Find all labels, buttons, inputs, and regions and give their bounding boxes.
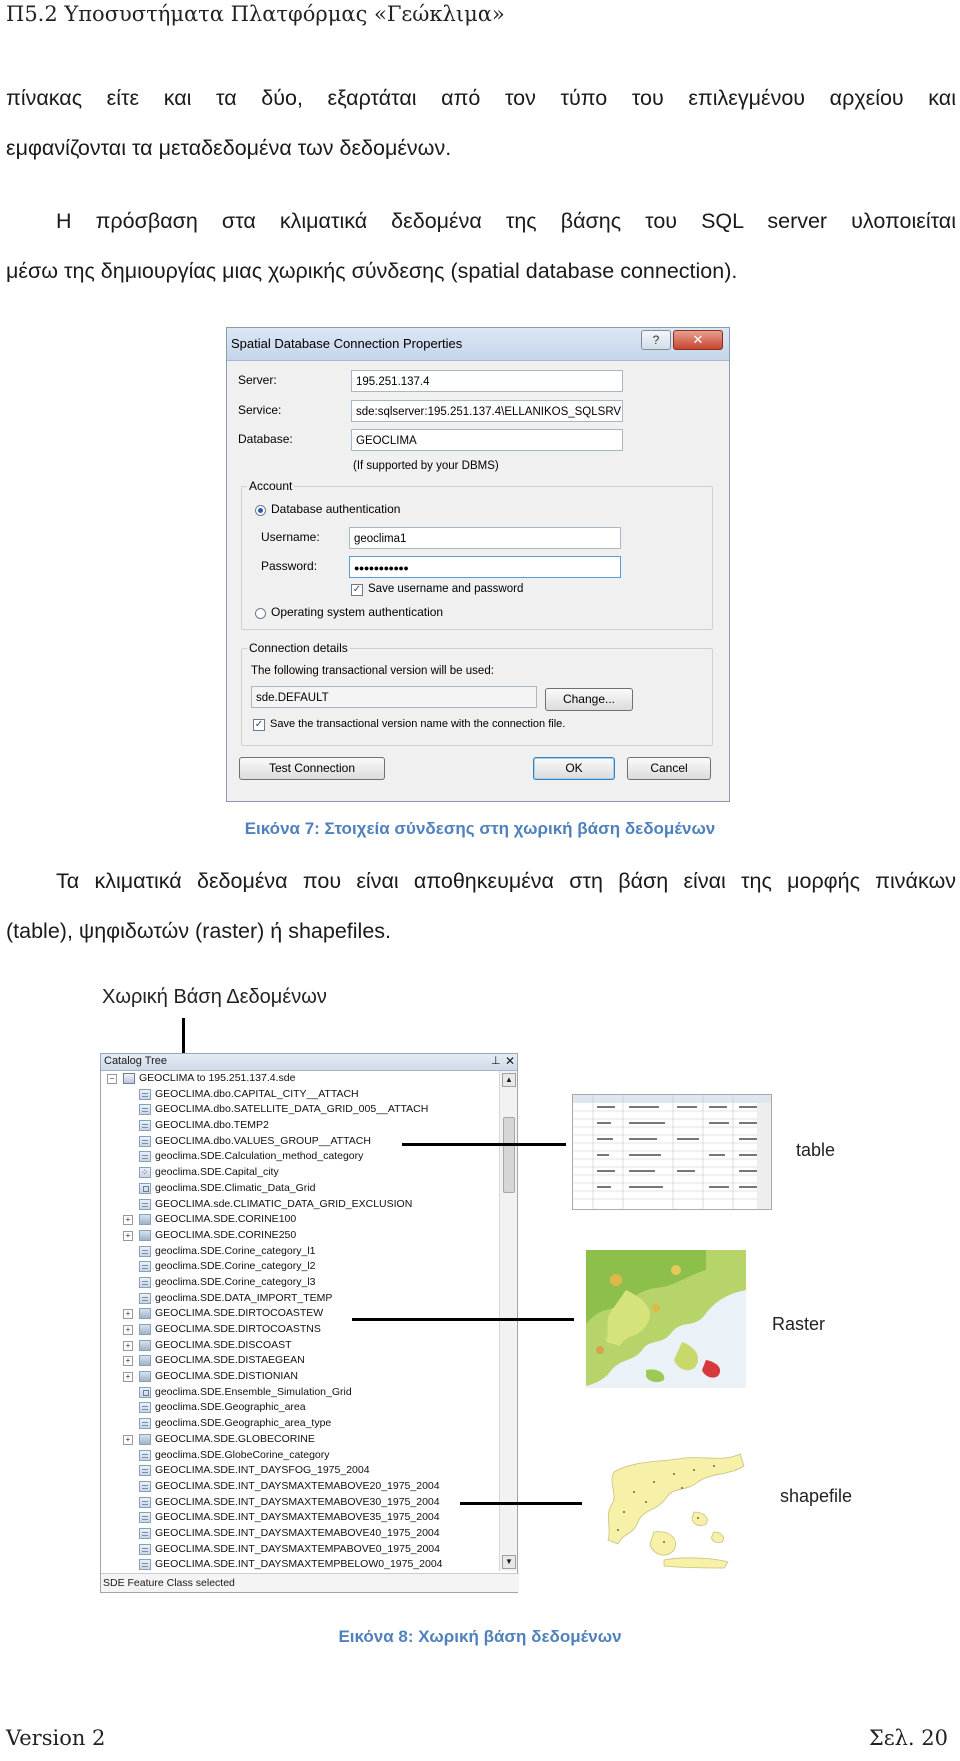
tree-item[interactable] <box>101 1495 499 1511</box>
scroll-up-icon[interactable]: ▲ <box>502 1073 516 1087</box>
tree-item-label: GEOCLIMA.SDE.DIRTOCOASTEW <box>155 1307 324 1320</box>
footer-page-number: Σελ. 20 <box>868 1726 948 1750</box>
tree-item[interactable] <box>101 1432 499 1448</box>
table-icon <box>139 1136 151 1147</box>
tree-item-label: GEOCLIMA.SDE.INT_DAYSMAXTEMPBELOW0_1975_2004 <box>155 1558 443 1571</box>
db-auth-radio[interactable] <box>255 505 266 516</box>
table-icon <box>139 1528 151 1539</box>
fc-icon <box>139 1387 151 1398</box>
table-icon <box>139 1151 151 1162</box>
tree-item[interactable] <box>101 1479 499 1495</box>
tree-item[interactable] <box>101 1071 499 1087</box>
catalog-scrollbar[interactable] <box>499 1071 517 1571</box>
tree-item-label: GEOCLIMA.SDE.DISCOAST <box>155 1338 292 1351</box>
table-icon <box>139 1465 151 1476</box>
tree-item[interactable] <box>101 1165 499 1181</box>
raster-icon <box>139 1308 151 1319</box>
tree-item-label: GEOCLIMA.SDE.CORINE100 <box>155 1213 297 1226</box>
tree-item[interactable] <box>101 1134 499 1150</box>
tree-item[interactable] <box>101 1510 499 1526</box>
table-thumbnail <box>572 1094 772 1210</box>
tree-item-label: GEOCLIMA to 195.251.137.4.sde <box>139 1072 296 1084</box>
save-credentials-checkbox[interactable]: ✓ <box>352 584 362 595</box>
account-group-label: Account <box>249 479 293 493</box>
raster-icon <box>139 1324 151 1335</box>
paragraph-1-line-2: εμφανίζονται τα μεταδεδομένα των δεδομένων. <box>6 136 452 160</box>
tree-item-label: GEOCLIMA.SDE.DISTAEGEAN <box>155 1354 305 1367</box>
expand-icon[interactable]: + <box>123 1231 133 1241</box>
tree-item[interactable] <box>101 1463 499 1479</box>
scroll-down-icon[interactable]: ▼ <box>502 1555 516 1569</box>
tree-item-label: GEOCLIMA.SDE.DIRTOCOASTNS <box>155 1323 321 1335</box>
raster-label: Raster <box>772 1314 826 1334</box>
db-auth-label: Database authentication <box>271 502 401 516</box>
table-icon <box>139 1120 151 1131</box>
save-credentials-label: Save username and password <box>368 583 524 595</box>
table-icon <box>139 1544 151 1555</box>
tree-item-label: geoclima.SDE.Corine_category_l3 <box>155 1275 316 1288</box>
tree-item-label: geoclima.SDE.Capital_city <box>155 1166 279 1179</box>
tree-item[interactable] <box>101 1526 499 1542</box>
table-icon <box>139 1512 151 1523</box>
tree-item-label: geoclima.SDE.Ensemble_Simulation_Grid <box>155 1385 352 1398</box>
table-label: table <box>796 1140 836 1160</box>
change-button[interactable]: Change... <box>545 688 633 711</box>
catalog-tree-panel <box>100 1053 518 1593</box>
tree-item[interactable] <box>101 1338 499 1354</box>
scroll-thumb[interactable] <box>503 1117 515 1193</box>
tree-item[interactable] <box>101 1212 499 1228</box>
tree-item[interactable] <box>101 1228 499 1244</box>
catalog-tree[interactable] <box>101 1071 499 1571</box>
table-icon <box>139 1277 151 1288</box>
raster-leader-line <box>352 1318 574 1321</box>
version-hint: The following transactional version will be used: <box>251 665 494 677</box>
tree-item[interactable] <box>101 1400 499 1416</box>
paragraph-3-line-2: (table), ψηφιδωτών (raster) ή shapefiles. <box>6 919 392 943</box>
username-label: Username: <box>261 530 320 544</box>
figure-8-heading: Χωρική Βάση Δεδομένων <box>102 986 327 1008</box>
tree-item-label: GEOCLIMA.dbo.CAPITAL_CITY__ATTACH <box>155 1087 359 1100</box>
tree-item-label: GEOCLIMA.dbo.SATELLITE_DATA_GRID_005__ATTACH <box>155 1103 429 1116</box>
dialog-title: Spatial Database Connection Properties <box>231 336 463 351</box>
raster-icon <box>139 1214 151 1225</box>
tree-item-label: geoclima.SDE.Corine_category_l1 <box>155 1244 316 1257</box>
table-leader-line <box>402 1143 566 1146</box>
spatial-connection-dialog <box>226 327 730 802</box>
tree-item[interactable] <box>101 1369 499 1385</box>
table-icon <box>139 1402 151 1413</box>
table-icon <box>139 1261 151 1272</box>
catalog-status-bar: SDE Feature Class selected <box>101 1573 519 1592</box>
ok-button[interactable]: OK <box>533 757 615 780</box>
os-auth-radio[interactable] <box>255 608 266 619</box>
service-field[interactable]: sde:sqlserver:195.251.137.4\ELLANIKOS_SQLSRV <box>351 400 623 422</box>
shapefile-leader-line <box>460 1502 582 1505</box>
tree-item[interactable] <box>101 1291 499 1307</box>
tree-item-label: GEOCLIMA.dbo.TEMP2 <box>155 1119 269 1132</box>
tree-item-label: GEOCLIMA.sde.CLIMATIC_DATA_GRID_EXCLUSION <box>155 1197 413 1210</box>
paragraph-2-line-2: μέσω της δημιουργίας μιας χωρικής σύνδεσης (spatial database connection). <box>6 259 738 283</box>
figure-8-caption: Εικόνα 8: Χωρική βάση δεδομένων <box>338 1627 622 1646</box>
raster-icon <box>139 1340 151 1351</box>
collapse-icon[interactable]: − <box>107 1074 117 1084</box>
table-icon <box>139 1559 151 1570</box>
tree-item-label: GEOCLIMA.SDE.INT_DAYSFOG_1975_2004 <box>155 1464 370 1477</box>
os-auth-label: Operating system authentication <box>271 605 444 619</box>
tree-item[interactable] <box>101 1181 499 1197</box>
server-field[interactable]: 195.251.137.4 <box>351 370 623 392</box>
table-icon <box>139 1418 151 1429</box>
tree-item[interactable] <box>101 1385 499 1401</box>
tree-item[interactable] <box>101 1197 499 1213</box>
raster-map-graphic <box>586 1250 746 1388</box>
tree-item[interactable] <box>101 1542 499 1558</box>
table-icon <box>139 1497 151 1508</box>
catalog-header <box>101 1054 517 1071</box>
database-hint: (If supported by your DBMS) <box>353 460 499 472</box>
tree-item[interactable] <box>101 1149 499 1165</box>
server-label: Server: <box>238 373 277 387</box>
expand-icon[interactable]: + <box>123 1356 133 1366</box>
tree-item-label: geoclima.SDE.Geographic_area <box>155 1401 306 1414</box>
expand-icon[interactable]: + <box>123 1309 133 1319</box>
raster-thumbnail <box>586 1250 746 1388</box>
table-icon <box>139 1293 151 1304</box>
tree-item[interactable] <box>101 1557 499 1571</box>
tree-item[interactable] <box>101 1259 499 1275</box>
tree-item[interactable] <box>101 1322 499 1338</box>
shapefile-map-graphic <box>594 1452 754 1570</box>
raster-icon <box>139 1230 151 1241</box>
tree-item-label: GEOCLIMA.SDE.DISTIONIAN <box>155 1370 298 1383</box>
expand-icon[interactable]: + <box>123 1372 133 1382</box>
cancel-button[interactable]: Cancel <box>627 757 711 780</box>
close-button[interactable]: ✕ <box>673 330 723 350</box>
fc-icon <box>139 1183 151 1194</box>
table-icon <box>139 1089 151 1100</box>
tree-item-label: geoclima.SDE.Geographic_area_type <box>155 1417 332 1430</box>
password-label: Password: <box>261 559 318 573</box>
document-header: Π5.2 Υποσυστήματα Πλατφόρμας «Γεώκλιμα» <box>6 2 505 26</box>
tree-item-label: geoclima.SDE.DATA_IMPORT_TEMP <box>155 1291 333 1304</box>
tree-item-label: GEOCLIMA.dbo.VALUES_GROUP__ATTACH <box>155 1134 371 1147</box>
table-icon <box>139 1199 151 1210</box>
paragraph-3-line-1: Τα κλιματικά δεδομένα που είναι αποθηκευμένα στη βάση είναι της μορφής πινάκων <box>56 869 956 893</box>
expand-icon[interactable]: + <box>123 1341 133 1351</box>
version-field: sde.DEFAULT <box>251 686 537 708</box>
dialog-titlebar <box>227 328 729 361</box>
tree-item-label: GEOCLIMA.SDE.GLOBECORINE <box>155 1432 315 1445</box>
tree-item[interactable] <box>101 1087 499 1103</box>
test-connection-button[interactable]: Test Connection <box>239 757 385 780</box>
panel-close-icon[interactable]: ✕ <box>505 1054 516 1068</box>
paragraph-1-line-1: πίνακας είτε και τα δύο, εξαρτάται από τον τύπο του επιλεγμένου αρχείου και <box>6 86 956 110</box>
tree-item-label: GEOCLIMA.SDE.INT_DAYSMAXTEMPABOVE0_1975_2004 <box>155 1542 440 1555</box>
tree-item-label: GEOCLIMA.SDE.INT_DAYSMAXTEMABOVE20_1975_2004 <box>155 1479 440 1492</box>
tree-item[interactable] <box>101 1275 499 1291</box>
table-icon <box>139 1104 151 1115</box>
raster-icon <box>139 1371 151 1382</box>
tree-item[interactable] <box>101 1416 499 1432</box>
paragraph-2-line-1: Η πρόσβαση στα κλιματικά δεδομένα της βάσης του SQL server υλοποιείται <box>56 209 956 233</box>
table-thumbnail-graphic <box>573 1095 771 1209</box>
expand-icon[interactable]: + <box>123 1325 133 1335</box>
tree-item-label: GEOCLIMA.SDE.INT_DAYSMAXTEMABOVE40_1975_2004 <box>155 1526 440 1539</box>
save-version-label: Save the transactional version name with the connection file. <box>270 718 566 730</box>
expand-icon[interactable]: + <box>123 1435 133 1445</box>
tree-item-label: GEOCLIMA.SDE.CORINE250 <box>155 1228 297 1241</box>
help-button[interactable]: ? <box>641 330 671 350</box>
service-label: Service: <box>238 403 282 417</box>
shapefile-label: shapefile <box>780 1486 853 1506</box>
username-field[interactable]: geoclima1 <box>349 527 621 549</box>
raster-icon <box>139 1434 151 1445</box>
table-icon <box>139 1246 151 1257</box>
tree-item[interactable] <box>101 1353 499 1369</box>
table-icon <box>139 1450 151 1461</box>
root-icon <box>123 1073 135 1084</box>
database-field[interactable]: GEOCLIMA <box>351 429 623 451</box>
shapefile-thumbnail <box>594 1452 754 1570</box>
tree-item-label: GEOCLIMA.SDE.INT_DAYSMAXTEMABOVE30_1975_2004 <box>155 1495 440 1508</box>
tree-item-label: GEOCLIMA.SDE.INT_DAYSMAXTEMABOVE35_1975_2004 <box>155 1511 440 1524</box>
database-label: Database: <box>238 432 293 446</box>
catalog-title: Catalog Tree <box>104 1055 167 1067</box>
tree-item-label: geoclima.SDE.Calculation_method_category <box>155 1150 364 1163</box>
tree-item-label: geoclima.SDE.Corine_category_l2 <box>155 1260 316 1273</box>
expand-icon[interactable]: + <box>123 1215 133 1225</box>
raster-icon <box>139 1355 151 1366</box>
tree-item[interactable] <box>101 1118 499 1134</box>
tree-item[interactable] <box>101 1448 499 1464</box>
save-version-checkbox[interactable]: ✓ <box>254 719 264 730</box>
footer-version: Version 2 <box>6 1726 106 1750</box>
tree-item-label: geoclima.SDE.Climatic_Data_Grid <box>155 1181 316 1194</box>
connection-details-label: Connection details <box>249 641 348 655</box>
heading-pointer-line <box>182 1018 185 1054</box>
tree-item-label: geoclima.SDE.GlobeCorine_category <box>155 1448 330 1461</box>
password-field[interactable]: ●●●●●●●●●●● <box>349 556 621 578</box>
table-icon <box>139 1481 151 1492</box>
tree-item[interactable] <box>101 1102 499 1118</box>
figure-7-caption: Εικόνα 7: Στοιχεία σύνδεσης στη χωρική βάση δεδομένων <box>244 819 716 838</box>
tree-item[interactable] <box>101 1244 499 1260</box>
point-icon <box>139 1167 151 1178</box>
pin-icon[interactable]: ⊥ <box>491 1055 501 1067</box>
